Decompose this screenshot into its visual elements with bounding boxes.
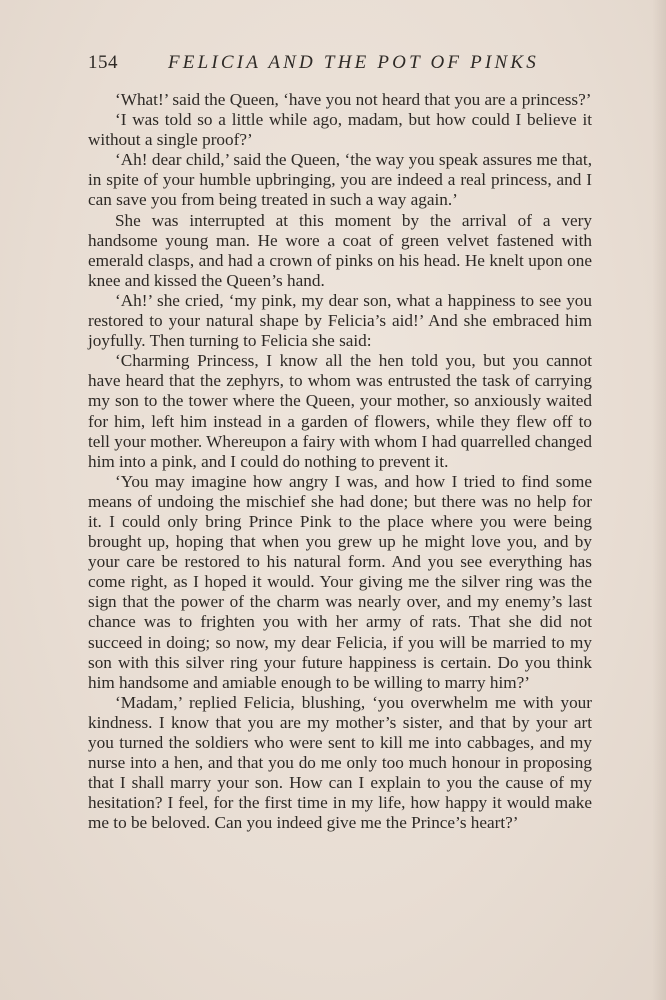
paragraph: ‘I was told so a little while ago, madam, but how could I believe it without a single proof?’ xyxy=(88,110,592,150)
paragraph: ‘Madam,’ replied Felicia, blushing, ‘you overwhelm me with your kindness. I know that you are my mother’s sister, and that by your art you turned the soldiers who were sent to kill me into cabbages, and my nurse into a hen, and that you do me only too much honour in proposing that I shall marry your son. How can I explain to you the cause of my hesitation? I feel, for the first time in my life, how happy it would make me to be beloved. Can you indeed give me the Prince’s heart?’ xyxy=(88,692,592,833)
paragraph: ‘Ah!’ she cried, ‘my pink, my dear son, what a happiness to see you restored to your natural shape by Felicia’s aid!’ And she embraced him joyfully. Then turning to Felicia she said: xyxy=(88,290,592,351)
page-edge-shadow xyxy=(652,0,666,1000)
body-text xyxy=(88,90,592,833)
page-header xyxy=(88,52,596,78)
paragraph: ‘Ah! dear child,’ said the Queen, ‘the way you speak assures me that, in spite of your humble upbringing, you are indeed a real princess, and I can save you from being treated in such a way again.’ xyxy=(88,150,592,210)
paragraph: ‘Charming Princess, I know all the hen told you, but you cannot have heard that the zephyrs, to whom was entrusted the task of carrying my son to the tower where the Queen, your mother, so anxiously waited for him, left him instead in a garden of flowers, while they flew off to tell your mother. Whereupon a fairy with whom I had quarrelled changed him into a pink, and I could do nothing to prevent it. xyxy=(88,351,592,471)
paragraph: ‘You may imagine how angry I was, and how I tried to find some means of undoing the mischief she had done; but there was no help for it. I could only bring Prince Pink to the place where you were being brought up, hoping that when you grew up he might love you, and by your care be restored to his natural form. And you see everything has come right, as I hoped it would. Your giving me the silver ring was the sign that the power of the charm was nearly over, and my enemy’s last chance was to frighten you with her army of rats. That she did not succeed in doing; so now, my dear Felicia, if you will be married to my son with this silver ring your future happiness is certain. Do you think him handsome and amiable enough to be willing to marry him?’ xyxy=(88,471,592,692)
page-number: 154 xyxy=(88,52,118,73)
paragraph: ‘What!’ said the Queen, ‘have you not heard that you are a princess?’ xyxy=(115,90,592,109)
running-title: FELICIA AND THE POT OF PINKS xyxy=(168,52,539,73)
paragraph: She was interrupted at this moment by the arrival of a very handsome young man. He wore a coat of green velvet fastened with emerald clasps, and had a crown of pinks on his head. He knelt upon one knee and kissed the Queen’s hand. xyxy=(88,210,592,290)
